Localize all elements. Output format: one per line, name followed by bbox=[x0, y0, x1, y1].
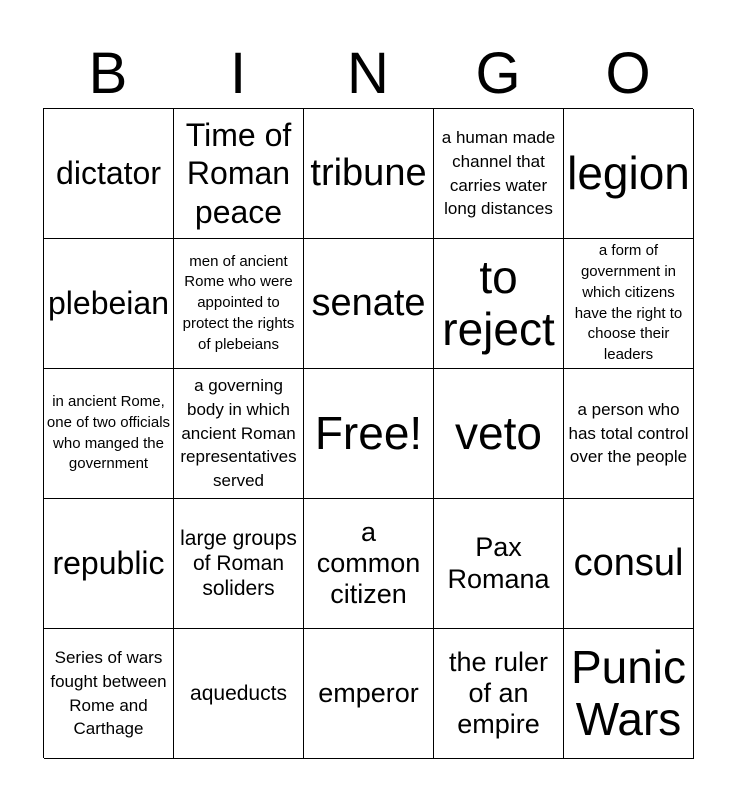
cell-text: consul bbox=[573, 541, 684, 584]
bingo-cell-r5c1[interactable] bbox=[44, 629, 174, 759]
cell-text: dictator bbox=[56, 155, 161, 192]
header-letter-i: I bbox=[229, 41, 247, 106]
cell-text: a form of government in which citizens have the right to choose their leaders bbox=[574, 242, 683, 363]
header-letter-g: G bbox=[475, 41, 521, 106]
cell-text: Series of wars fought between Rome and Carthage bbox=[50, 647, 167, 739]
cell-text: senate bbox=[311, 281, 426, 324]
bingo-header bbox=[43, 40, 693, 108]
bingo-cell-r5c5[interactable] bbox=[564, 629, 694, 759]
bingo-cell-r3c2[interactable] bbox=[174, 369, 304, 499]
cell-text: plebeian bbox=[48, 285, 169, 322]
cell-text: a common citizen bbox=[316, 516, 421, 610]
cell-text: tribune bbox=[310, 151, 427, 194]
cell-text: a person who has total control over the people bbox=[568, 399, 689, 467]
bingo-cell-r1c1[interactable] bbox=[44, 109, 174, 239]
cell-text: Pax Romana bbox=[447, 532, 550, 594]
bingo-cell-r4c4[interactable] bbox=[434, 499, 564, 629]
bingo-cell-r5c3[interactable] bbox=[304, 629, 434, 759]
cell-text: a human made channel that carries water long distances bbox=[441, 127, 556, 219]
cell-text: emperor bbox=[318, 677, 419, 708]
cell-text: men of ancient Rome who were appointed to protect the rights of plebeians bbox=[182, 252, 295, 353]
bingo-cell-r1c3[interactable] bbox=[304, 109, 434, 239]
bingo-cell-r1c2[interactable] bbox=[174, 109, 304, 239]
bingo-cell-r2c1[interactable] bbox=[44, 239, 174, 369]
bingo-cell-r5c2[interactable] bbox=[174, 629, 304, 759]
bingo-cell-r4c2[interactable] bbox=[174, 499, 304, 629]
bingo-cell-r1c5[interactable] bbox=[564, 109, 694, 239]
bingo-cell-r3c5[interactable] bbox=[564, 369, 694, 499]
bingo-cell-r2c4[interactable] bbox=[434, 239, 564, 369]
header-letter-o: O bbox=[605, 41, 651, 106]
cell-text: Time of Roman peace bbox=[185, 116, 292, 230]
bingo-cell-r2c3[interactable] bbox=[304, 239, 434, 369]
cell-text: a governing body in which ancient Roman representatives served bbox=[180, 376, 297, 491]
cell-text: the ruler of an empire bbox=[448, 646, 549, 740]
bingo-cell-r2c2[interactable] bbox=[174, 239, 304, 369]
cell-text: large groups of Roman soliders bbox=[180, 526, 297, 601]
cell-text: legion bbox=[567, 146, 690, 199]
bingo-cell-r4c3[interactable] bbox=[304, 499, 434, 629]
cell-text: in ancient Rome, one of two officials who manged the government bbox=[46, 393, 171, 473]
cell-text: Punic Wars bbox=[570, 640, 687, 745]
bingo-cell-r5c4[interactable] bbox=[434, 629, 564, 759]
cell-text: veto bbox=[455, 406, 542, 459]
bingo-cell-r4c5[interactable] bbox=[564, 499, 694, 629]
bingo-cell-r3c4[interactable] bbox=[434, 369, 564, 499]
cell-text: aqueducts bbox=[190, 681, 287, 705]
header-letter-n: N bbox=[347, 41, 389, 106]
cell-text: republic bbox=[52, 545, 165, 582]
bingo-cell-r4c1[interactable] bbox=[44, 499, 174, 629]
bingo-cell-r1c4[interactable] bbox=[434, 109, 564, 239]
cell-text: to reject bbox=[442, 250, 555, 355]
bingo-cell-r3c1[interactable] bbox=[44, 369, 174, 499]
bingo-cell-r2c5[interactable] bbox=[564, 239, 694, 369]
bingo-board bbox=[43, 108, 693, 758]
bingo-cell-r3c3[interactable] bbox=[304, 369, 434, 499]
free-space: Free! bbox=[314, 406, 423, 459]
header-letter-b: B bbox=[88, 41, 128, 106]
